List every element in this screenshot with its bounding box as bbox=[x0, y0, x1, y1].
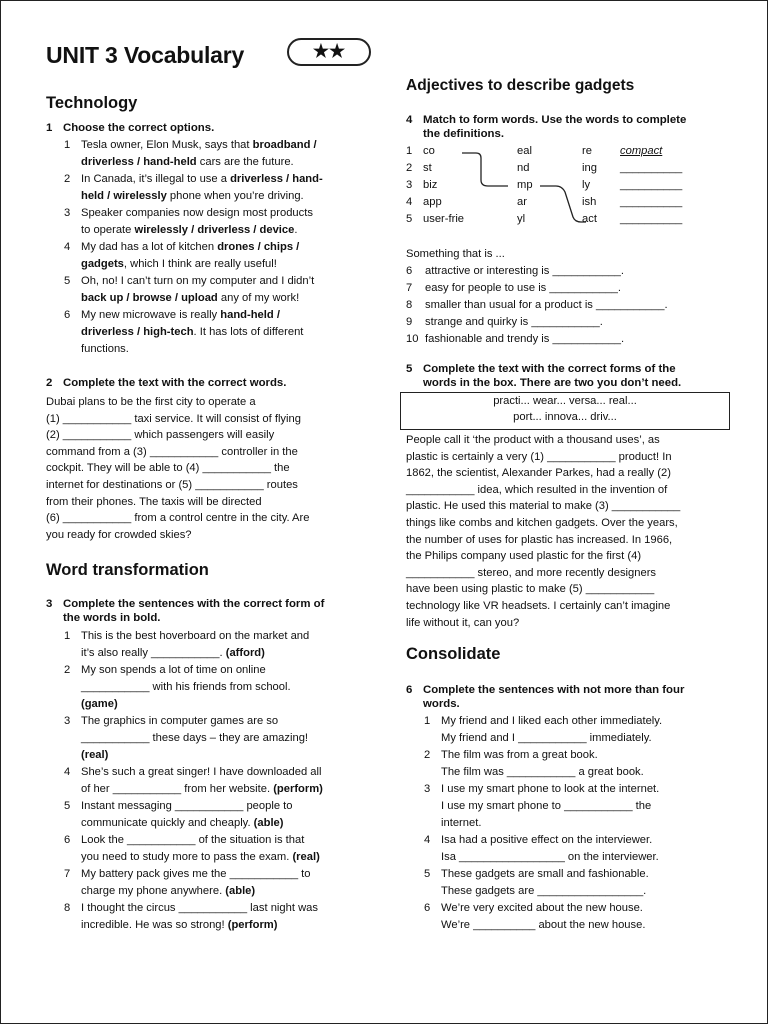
match-answer: __________ bbox=[620, 213, 683, 225]
match-part-c: act bbox=[582, 213, 597, 225]
consolidate-heading: Consolidate bbox=[406, 645, 501, 663]
match-part-a: co bbox=[423, 145, 435, 157]
ex3-item-line: charge my phone anywhere. (able) bbox=[81, 885, 256, 897]
ex5-text bbox=[406, 432, 728, 631]
ex1-item bbox=[46, 273, 366, 307]
ex1-item-number: 4 bbox=[64, 241, 71, 253]
match-part-b: yl bbox=[517, 213, 526, 225]
ex1-item-number: 6 bbox=[64, 309, 71, 321]
ex2-line: from their phones. The taxis will be directed bbox=[46, 495, 262, 508]
technology-heading: Technology bbox=[46, 94, 138, 112]
ex6-item-number: 1 bbox=[424, 715, 431, 727]
ex5-line: plastic is certainly a very (1) ___________ product! In bbox=[406, 450, 672, 463]
ex3-item-line: ___________ these days – they are amazing! bbox=[81, 732, 309, 744]
ex3-item bbox=[46, 713, 366, 764]
match-part-c: ly bbox=[582, 179, 591, 191]
ex2-line: Dubai plans to be the first city to operate a bbox=[46, 396, 256, 408]
ex3-item-number: 6 bbox=[64, 834, 71, 846]
ex1-item bbox=[46, 171, 366, 205]
ex6-item-number: 2 bbox=[424, 749, 431, 761]
ex4-definition-text: attractive or interesting is ___________. bbox=[425, 265, 625, 277]
ex3-item bbox=[46, 900, 366, 934]
ex3-instruction bbox=[46, 597, 366, 625]
ex6-instruction bbox=[406, 683, 726, 711]
ex5-line: things like combs and kitchen gadgets. Over the years, bbox=[406, 516, 678, 529]
ex4-definition-text: fashionable and trendy is ___________. bbox=[425, 333, 625, 345]
ex3-item-line: My son spends a lot of time on online bbox=[81, 664, 266, 676]
ex1-item bbox=[46, 307, 366, 358]
word-box-line-1: practi... wear... versa... real... bbox=[493, 395, 637, 407]
ex3-list bbox=[46, 628, 366, 934]
ex4-definition-text: smaller than usual for a product is ___________. bbox=[425, 299, 668, 311]
ex5-line: ___________ idea, which resulted in the invention of bbox=[406, 483, 668, 496]
match-part-b: nd bbox=[517, 162, 530, 174]
word-transformation-heading: Word transformation bbox=[46, 561, 209, 579]
ex3-item bbox=[46, 628, 366, 662]
ex5-line: the number of uses for plastic has increased. In 1966, bbox=[406, 533, 673, 546]
ex4-definition-text: easy for people to use is ___________. bbox=[425, 282, 621, 294]
ex6-item-number: 6 bbox=[424, 902, 431, 914]
ex4-definition bbox=[406, 314, 726, 331]
ex1-item bbox=[46, 137, 366, 171]
ex3-item bbox=[46, 832, 366, 866]
ex3-item bbox=[46, 764, 366, 798]
ex3-item-number: 5 bbox=[64, 800, 71, 812]
match-answer: __________ bbox=[620, 162, 683, 174]
ex1-item-number: 3 bbox=[64, 207, 71, 219]
ex4-definition bbox=[406, 263, 726, 280]
ex2-line: you ready for crowded skies? bbox=[46, 528, 192, 541]
word-box-line-2: port... innova... driv... bbox=[513, 411, 617, 423]
ex1-item-line: to operate wirelessly / driverless / device. bbox=[81, 224, 298, 236]
ex1-item-line: Tesla owner, Elon Musk, says that broadband / bbox=[81, 139, 317, 151]
ex1-item-line: In Canada, it’s illegal to use a driverless / hand- bbox=[81, 173, 323, 185]
ex3-item-line: ___________ with his friends from school. bbox=[81, 681, 291, 693]
instruction-number: 3 bbox=[46, 598, 53, 610]
ex1-item-line: My new microwave is really hand-held / bbox=[81, 309, 280, 321]
ex6-item-line: These gadgets are _________________. bbox=[441, 885, 647, 897]
ex4-definition-text: strange and quirky is ___________. bbox=[425, 316, 603, 328]
match-part-a: app bbox=[423, 196, 442, 208]
ex3-item-line: communicate quickly and cheaply. (able) bbox=[81, 817, 284, 829]
ex4-definition bbox=[406, 280, 726, 297]
ex5-line: technology like VR headsets. I certainly can’t imagine bbox=[406, 599, 671, 612]
ex5-line: People call it ‘the product with a thousand uses’, as bbox=[406, 434, 660, 446]
ex3-item-line: incredible. He was so strong! (perform) bbox=[81, 919, 278, 931]
ex1-item-line: Speaker companies now design most products bbox=[81, 207, 313, 219]
ex5-line: life without it, can you? bbox=[406, 616, 520, 629]
ex6-item-line: My friend and I liked each other immediately. bbox=[441, 715, 663, 727]
ex2-instruction: 2 Complete the text with the correct words. bbox=[46, 377, 287, 389]
instruction-number: 4 bbox=[406, 114, 413, 126]
ex6-item bbox=[406, 713, 726, 747]
ex6-item bbox=[406, 747, 726, 781]
instruction-number: 5 bbox=[406, 363, 413, 375]
ex3-item-number: 3 bbox=[64, 715, 71, 727]
ex1-item-line: driverless / high-tech. It has lots of different bbox=[81, 326, 304, 338]
ex3-item-line: (game) bbox=[81, 698, 118, 710]
instruction-line: Match to form words. Use the words to complete bbox=[423, 114, 687, 126]
ex5-line: the Philips company used plastic for the first (4) bbox=[406, 550, 642, 563]
ex4-definition bbox=[406, 297, 726, 314]
instruction-line: Complete the sentences with not more than four bbox=[423, 684, 685, 696]
ex4-definition-number: 8 bbox=[406, 299, 413, 311]
ex6-item-number: 4 bbox=[424, 834, 431, 846]
match-number: 1 bbox=[406, 145, 413, 157]
ex3-item-line: Look the ___________ of the situation is that bbox=[81, 834, 305, 846]
ex6-item-line: The film was from a great book. bbox=[441, 749, 598, 761]
ex6-item-line: These gadgets are small and fashionable. bbox=[441, 868, 649, 880]
match-part-a: user-frie bbox=[423, 213, 465, 225]
ex3-item-number: 1 bbox=[64, 630, 71, 642]
ex1-item bbox=[46, 205, 366, 239]
ex6-item bbox=[406, 866, 726, 900]
ex6-list bbox=[406, 713, 726, 934]
instruction-line: words in the box. There are two you don’t need. bbox=[423, 377, 682, 389]
ex3-item-number: 7 bbox=[64, 868, 71, 880]
ex3-item bbox=[46, 866, 366, 900]
instruction-line: the definitions. bbox=[423, 128, 504, 140]
ex3-item-line: of her ___________ from her website. (perform) bbox=[81, 783, 323, 795]
ex6-item-line: internet. bbox=[441, 817, 482, 829]
ex6-item-line: Isa had a positive effect on the interviewer. bbox=[441, 834, 653, 846]
ex3-item-line: I thought the circus ___________ last night was bbox=[81, 902, 318, 914]
ex2-text bbox=[46, 394, 366, 543]
ex3-item-line: you need to study more to pass the exam. (real) bbox=[81, 851, 320, 863]
ex2-line: cockpit. They will be able to (4) ___________ the bbox=[46, 462, 290, 475]
ex5-line: have been using plastic to make (5) ___________ bbox=[406, 583, 655, 596]
ex1-item-line: functions. bbox=[81, 343, 129, 355]
ex6-item-line: I use my smart phone to ___________ the bbox=[441, 800, 652, 812]
ex1-item-line: Oh, no! I can’t turn on my computer and I didn’t bbox=[81, 275, 315, 287]
page-title: UNIT 3 Vocabulary bbox=[46, 42, 245, 68]
ex6-item-number: 5 bbox=[424, 868, 431, 880]
match-number: 4 bbox=[406, 196, 413, 208]
ex4-lead: Something that is ... bbox=[406, 248, 505, 260]
ex3-item-line: My battery pack gives me the ___________ to bbox=[81, 868, 311, 880]
instruction-line: words. bbox=[423, 698, 460, 710]
ex1-instruction: 1 Choose the correct options. bbox=[46, 122, 215, 134]
match-number: 5 bbox=[406, 213, 413, 225]
ex1-item-number: 2 bbox=[64, 173, 71, 185]
word-box bbox=[400, 392, 730, 430]
ex5-line: plastic. He used this material to make (3) ___________ bbox=[406, 500, 681, 513]
match-answer: compact bbox=[620, 145, 663, 157]
ex1-item-line: held / wirelessly phone when you’re driving. bbox=[81, 190, 304, 202]
ex6-item-line: We’re __________ about the new house. bbox=[441, 919, 646, 931]
ex3-item-line: it’s also really ___________. (afford) bbox=[81, 647, 265, 659]
ex4-definition-number: 10 bbox=[406, 333, 419, 345]
match-number: 3 bbox=[406, 179, 413, 191]
ex6-item bbox=[406, 832, 726, 866]
ex6-item bbox=[406, 781, 726, 832]
instruction-line: Complete the text with the correct forms of the bbox=[423, 363, 676, 375]
ex3-item-number: 4 bbox=[64, 766, 71, 778]
ex6-item-line: My friend and I ___________ immediately. bbox=[441, 732, 652, 744]
ex6-item bbox=[406, 900, 726, 934]
ex5-line: ___________ stereo, and more recently designers bbox=[406, 566, 657, 579]
match-part-b: ar bbox=[517, 196, 527, 208]
adjectives-heading: Adjectives to describe gadgets bbox=[406, 77, 635, 94]
ex3-item-line: Instant messaging ___________ people to bbox=[81, 800, 293, 812]
ex6-item-line: Isa _________________ on the interviewer. bbox=[441, 851, 659, 863]
ex1-item-line: driverless / hand-held cars are the future. bbox=[81, 156, 294, 168]
difficulty-stars: ★★ bbox=[287, 38, 371, 66]
ex3-item bbox=[46, 662, 366, 713]
ex3-item-line: This is the best hoverboard on the market and bbox=[81, 630, 310, 642]
ex3-item-number: 8 bbox=[64, 902, 71, 914]
ex1-item-line: back up / browse / upload any of my work! bbox=[81, 292, 300, 304]
ex4-definition-number: 6 bbox=[406, 265, 413, 277]
ex5-instruction bbox=[406, 362, 726, 390]
ex1-item bbox=[46, 239, 366, 273]
ex3-item-number: 2 bbox=[64, 664, 71, 676]
ex2-line: internet for destinations or (5) ___________ routes bbox=[46, 478, 298, 491]
ex4-definitions bbox=[406, 246, 726, 348]
match-number: 2 bbox=[406, 162, 413, 174]
ex4-instruction bbox=[406, 113, 726, 141]
ex2-line: command from a (3) ___________ controller in the bbox=[46, 445, 298, 458]
matching-table bbox=[406, 145, 706, 230]
match-part-a: biz bbox=[423, 179, 438, 191]
ex2-line: (2) ___________ which passengers will easily bbox=[46, 429, 275, 442]
ex6-item-number: 3 bbox=[424, 783, 431, 795]
ex1-item-line: My dad has a lot of kitchen drones / chips / bbox=[81, 241, 300, 253]
ex4-definition-number: 7 bbox=[406, 282, 413, 294]
ex4-definition-number: 9 bbox=[406, 316, 413, 328]
match-part-c: ish bbox=[582, 196, 597, 208]
ex5-line: 1862, the scientist, Alexander Parkes, had a really (2) bbox=[406, 467, 671, 480]
match-part-c: ing bbox=[582, 162, 597, 174]
ex1-item-number: 1 bbox=[64, 139, 71, 151]
instruction-line: the words in bold. bbox=[63, 612, 161, 624]
ex3-item-line: She’s such a great singer! I have downloaded all bbox=[81, 766, 322, 778]
ex6-item-line: I use my smart phone to look at the internet. bbox=[441, 783, 660, 795]
ex3-item-line: The graphics in computer games are so bbox=[81, 715, 279, 727]
ex2-line: (1) ___________ taxi service. It will consist of flying bbox=[46, 412, 301, 425]
match-part-a: st bbox=[423, 162, 432, 174]
ex1-item-line: gadgets, which I think are really useful! bbox=[81, 258, 277, 270]
ex3-item bbox=[46, 798, 366, 832]
match-part-b: eal bbox=[517, 145, 532, 157]
instruction-line: Complete the sentences with the correct form of bbox=[63, 598, 325, 610]
match-answer: __________ bbox=[620, 179, 683, 191]
ex6-item-line: We’re very excited about the new house. bbox=[441, 902, 643, 914]
instruction-number: 6 bbox=[406, 684, 413, 696]
ex1-list bbox=[46, 137, 366, 358]
ex6-item-line: The film was ___________ a great book. bbox=[441, 766, 644, 778]
ex4-definition bbox=[406, 331, 726, 348]
match-part-b: mp bbox=[517, 179, 533, 191]
match-answer: __________ bbox=[620, 196, 683, 208]
ex2-line: (6) ___________ from a control centre in the city. Are bbox=[46, 512, 310, 525]
ex3-item-line: (real) bbox=[81, 749, 109, 761]
ex1-item-number: 5 bbox=[64, 275, 71, 287]
match-part-c: re bbox=[582, 145, 592, 157]
